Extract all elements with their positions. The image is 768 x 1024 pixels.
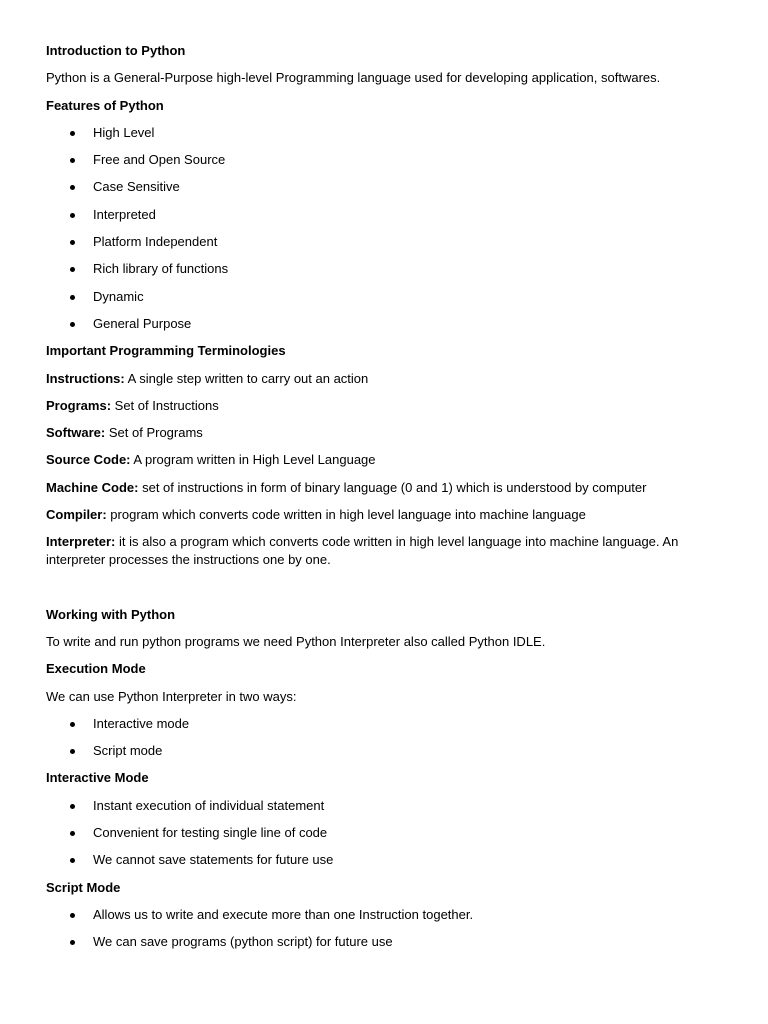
term-machine-code: Machine Code: set of instructions in form of binary language (0 and 1) which is understood by computer bbox=[46, 479, 647, 495]
section-spacer bbox=[46, 579, 706, 606]
bullet-icon bbox=[70, 749, 75, 754]
term-instructions: Instructions: A single step written to carry out an action bbox=[46, 370, 369, 386]
list-item: We can save programs (python script) for future use bbox=[46, 933, 706, 951]
list-item: Case Sensitive bbox=[46, 178, 706, 196]
bullet-icon bbox=[70, 913, 75, 918]
list-item: Free and Open Source bbox=[46, 151, 706, 169]
bullet-icon bbox=[70, 240, 75, 245]
interactive-mode-heading: Interactive Mode bbox=[46, 770, 149, 786]
execution-mode-text: We can use Python Interpreter in two ways: bbox=[46, 688, 297, 704]
script-mode-heading: Script Mode bbox=[46, 879, 121, 895]
list-item: High Level bbox=[46, 124, 706, 142]
bullet-icon bbox=[70, 131, 75, 136]
list-item: Convenient for testing single line of code bbox=[46, 824, 706, 842]
bullet-icon bbox=[70, 940, 75, 945]
bullet-icon bbox=[70, 213, 75, 218]
term-programs: Programs: Set of Instructions bbox=[46, 397, 219, 413]
bullet-icon bbox=[70, 722, 75, 727]
bullet-icon bbox=[70, 295, 75, 300]
features-heading: Features of Python bbox=[46, 97, 164, 113]
bullet-icon bbox=[70, 185, 75, 190]
list-item: Instant execution of individual statement bbox=[46, 797, 706, 815]
bullet-icon bbox=[70, 158, 75, 163]
bullet-icon bbox=[70, 322, 75, 327]
intro-heading: Introduction to Python bbox=[46, 43, 186, 58]
intro-text: Python is a General-Purpose high-level Programming language used for developing application, softwares. bbox=[46, 70, 661, 86]
bullet-icon bbox=[70, 831, 75, 836]
bullet-icon bbox=[70, 858, 75, 863]
list-item: Dynamic bbox=[46, 288, 706, 306]
interactive-mode-list bbox=[46, 797, 706, 870]
terminology-heading: Important Programming Terminologies bbox=[46, 343, 286, 359]
script-mode-list bbox=[46, 906, 706, 951]
execution-mode-heading: Execution Mode bbox=[46, 661, 146, 677]
term-compiler: Compiler: program which converts code written in high level language into machine language bbox=[46, 507, 586, 523]
list-item: Script mode bbox=[46, 742, 706, 760]
term-source-code: Source Code: A program written in High Level Language bbox=[46, 452, 376, 468]
list-item: General Purpose bbox=[46, 315, 706, 333]
working-heading: Working with Python bbox=[46, 606, 176, 622]
list-item: We cannot save statements for future use bbox=[46, 851, 706, 869]
list-item: Rich library of functions bbox=[46, 260, 706, 278]
list-item: Interactive mode bbox=[46, 715, 706, 733]
term-software: Software: Set of Programs bbox=[46, 425, 203, 441]
bullet-icon bbox=[70, 267, 75, 272]
document-page bbox=[46, 42, 706, 961]
list-item: Interpreted bbox=[46, 206, 706, 224]
term-interpreter: Interpreter: it is also a program which converts code written in high level language into machine language. An interpreter processes the instructions one by one. bbox=[46, 534, 679, 568]
features-list bbox=[46, 124, 706, 333]
list-item: Platform Independent bbox=[46, 233, 706, 251]
working-text: To write and run python programs we need Python Interpreter also called Python IDLE. bbox=[46, 633, 546, 649]
execution-mode-list bbox=[46, 715, 706, 760]
bullet-icon bbox=[70, 804, 75, 809]
list-item: Allows us to write and execute more than one Instruction together. bbox=[46, 906, 706, 924]
